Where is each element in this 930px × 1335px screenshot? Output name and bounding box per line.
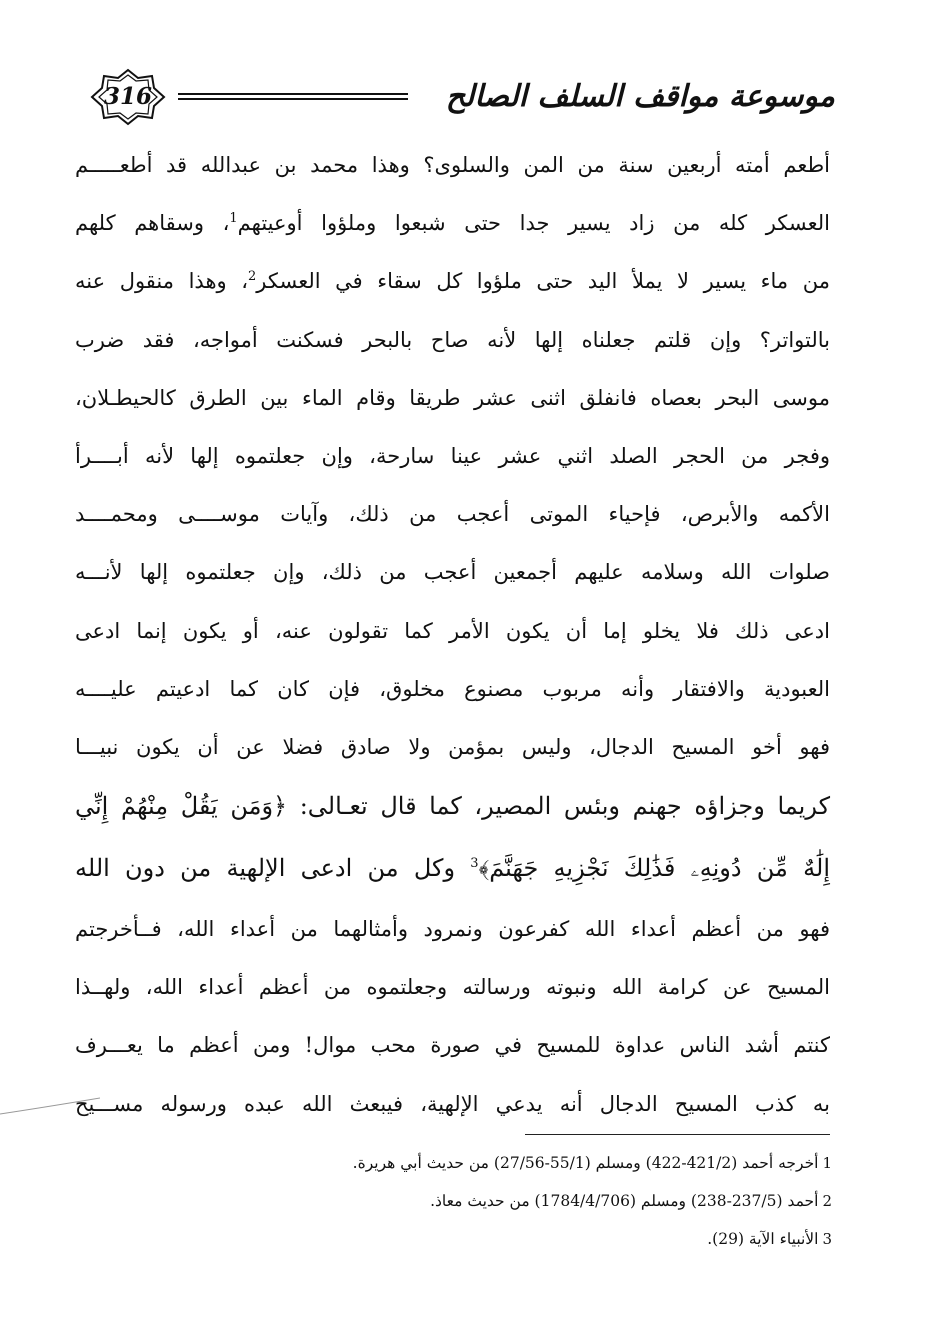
- page-number-badge: [90, 68, 166, 126]
- footnote: [220, 1184, 832, 1222]
- text-line-content: بالتواتر؟ وإن قلتم جعلناه إلها لأنه صاح بالبحر فسكنت أمواجه، فقد ضرب: [75, 327, 830, 352]
- footnote-marker: 1: [229, 211, 238, 227]
- footnote: [220, 1146, 832, 1184]
- text-line: [75, 252, 830, 310]
- text-line-content: فهو أخو المسيح الدجال، وليس بمؤمن ولا صادق فضلا عن أن يكون نبيـــا: [75, 734, 830, 759]
- footnote-text: أخرجه أحمد (421/2-422) ومسلم (55/1-27/56) من حديث أبي هريرة.: [352, 1154, 819, 1172]
- text-line-content: أطعم أمته أربعين سنة من المن والسلوى؟ وهذا محمد بن عبدالله قد أطعـــــم: [75, 153, 830, 177]
- footnote-number: 1: [822, 1154, 832, 1172]
- text-line: [75, 958, 830, 1016]
- footnote-text: الأنبياء الآية (29).: [707, 1230, 819, 1248]
- footnote-number: 2: [822, 1192, 832, 1210]
- page-header: [70, 62, 835, 132]
- text-line: [75, 1016, 830, 1074]
- text-line: [75, 838, 830, 900]
- text-line-content: المسيح عن كرامة الله ونبوته ورسالته وجعلتموه من أعظم أعداء الله، ولهــذا: [75, 975, 830, 1000]
- text-line-content: كنتم أشد الناس عداوة للمسيح في صورة محب موال! ومن أعظم ما يعـــرف: [75, 1033, 830, 1058]
- text-line-content: ادعى ذلك فلا يخلو إما أن يكون الأمر كما تقولون عنه، أو يكون إنما ادعى: [75, 618, 830, 643]
- footnote: [220, 1222, 832, 1260]
- text-line: [75, 136, 830, 194]
- text-line-content: العبودية والافتقار وأنه مربوب مصنوع مخلوق، فإن كان كما ادعيتم عليــــه: [75, 676, 830, 701]
- text-line: [75, 427, 830, 485]
- text-line-content: العسكر كله من زاد يسير جدا حتى شبعوا وملؤوا أوعيتهم: [237, 211, 830, 236]
- main-text: [75, 136, 830, 1133]
- text-line-content: من ماء يسير لا يملأ اليد حتى ملؤوا كل سقاء في العسكر: [256, 269, 830, 294]
- text-line: [75, 485, 830, 543]
- book-title: موسوعة مواقف السلف الصالح: [445, 79, 835, 114]
- text-line-tail: ، وهذا منقول عنه: [75, 269, 249, 294]
- text-line-tail: ، وسقاهم كلهم: [75, 211, 230, 236]
- text-line: [75, 602, 830, 660]
- text-line: [75, 1075, 830, 1133]
- text-line-content: صلوات الله وسلامه عليهم أجمعين أعجب من ذلك، وإن جعلتموه إلها لأنـــه: [75, 560, 830, 585]
- footnote-number: 3: [822, 1230, 832, 1248]
- text-line: [75, 311, 830, 369]
- text-line-content: الأكمه والأبرص، فإحياء الموتى أعجب من ذلك، وآيات موســــى ومحمــــد: [75, 502, 830, 527]
- footnote-marker: 3: [470, 856, 479, 872]
- text-line: [75, 900, 830, 958]
- text-line-tail: وكل من ادعى الإلهية من دون الله: [75, 854, 471, 883]
- footnote-divider: [525, 1134, 830, 1135]
- text-line: [75, 543, 830, 601]
- text-line: [75, 194, 830, 252]
- text-line-content: فهو من أعظم أعداء الله كفرعون ونمرود وأمثالهما من أعداء الله، فــأخرجتم: [75, 917, 830, 942]
- header-divider: [178, 93, 408, 100]
- footnote-text: أحمد (237/5-238) ومسلم (1784/4/706) من حديث معاذ.: [430, 1192, 819, 1210]
- page-number: 316: [103, 83, 152, 110]
- text-line-content: كريما وجزاؤه جهنم وبئس المصير، كما قال تعـالى: ﴿وَمَن يَقُلْ مِنْهُمْ إِنِّي: [75, 792, 830, 821]
- text-line-content: موسى البحر بعصاه فانفلق اثنى عشر طريقا وقام الماء بين الطرق كالحيطـلان،: [75, 385, 830, 410]
- text-line-content: إِلَٰهٌ مِّن دُونِهِۦ فَذَٰلِكَ نَجْزِيهِ جَهَنَّمَ﴾: [478, 854, 830, 883]
- text-line: [75, 369, 830, 427]
- footnote-marker: 2: [248, 269, 257, 285]
- text-line: [75, 718, 830, 776]
- footnotes: [220, 1146, 832, 1260]
- text-line-content: به كذب المسيح الدجال أنه يدعي الإلهية، فيبعث الله عبده ورسوله مســـيح: [75, 1091, 830, 1116]
- text-line: [75, 660, 830, 718]
- text-line: [75, 776, 830, 838]
- scan-artifact: [0, 1092, 100, 1116]
- text-line-content: وفجر من الحجر الصلد اثني عشر عينا سارحة، وإن جعلتموه إلها لأنه أبــــرأ: [75, 443, 830, 468]
